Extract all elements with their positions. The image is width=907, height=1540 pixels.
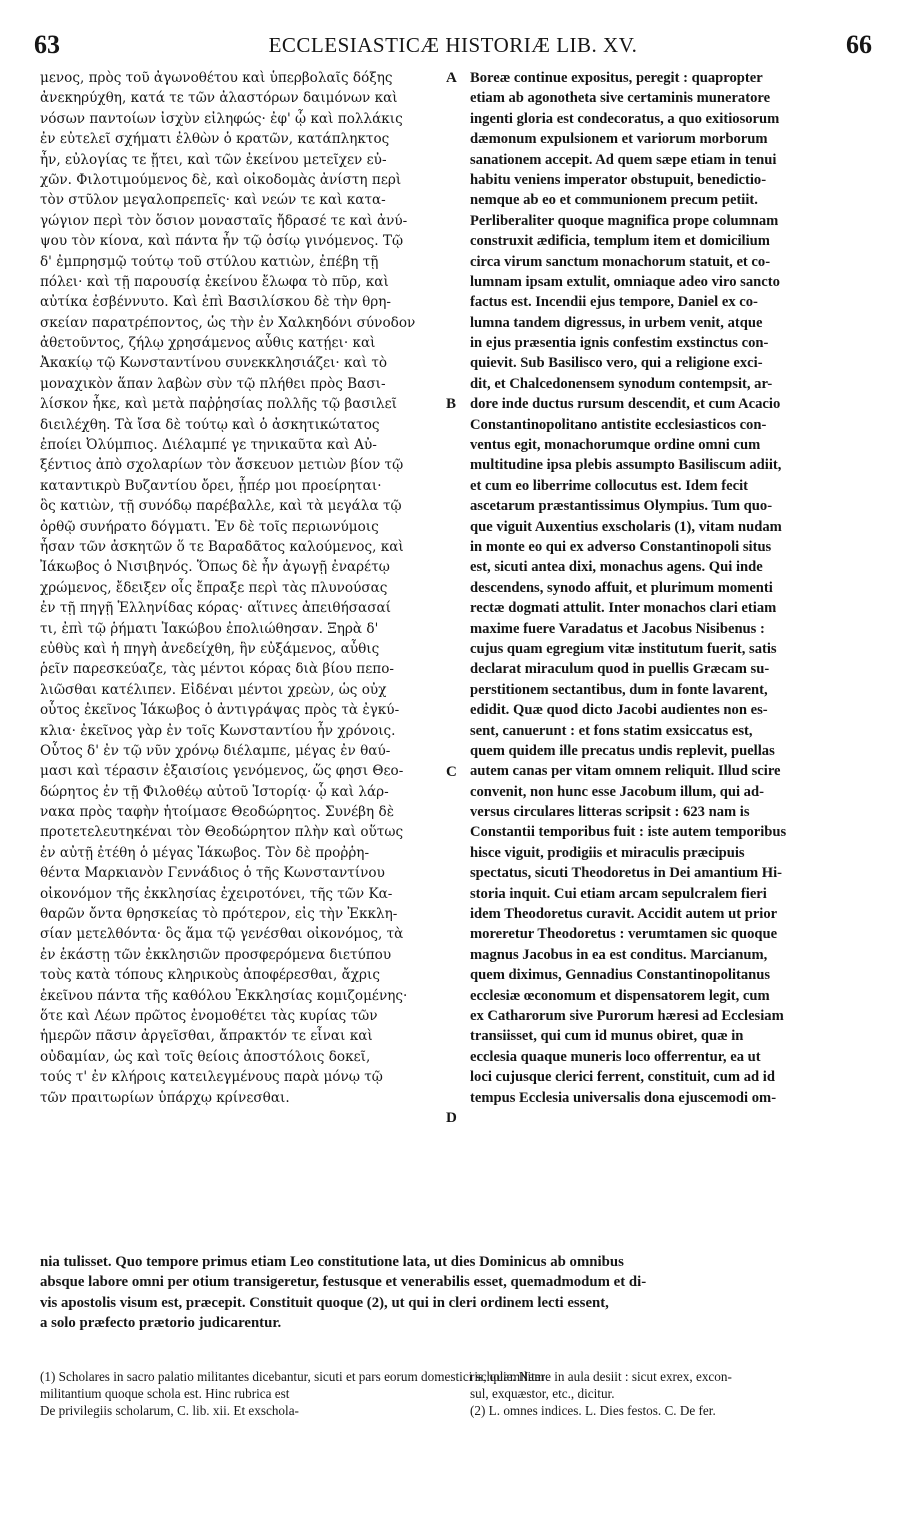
latin-text-line: ecclesia quaque muneris loco offerrentur, ea ut [470, 1048, 761, 1065]
greek-text-line: ἀνεκηρύχθη, κατά τε τῶν ἀλαστόρων δαιμόνων καὶ [40, 90, 398, 107]
greek-text-line: καταντικρὺ Βυζαντίου ὄρει, ᾗπέρ μοι προείρηται· [40, 477, 382, 494]
latin-continuation [40, 1252, 872, 1334]
greek-text-line: ἐν ἑκάστῃ τῶν ἐκκλησιῶν προσφερόμενα διετύπου [40, 946, 392, 963]
greek-text-line: Ἀκακίῳ τῷ Κωνσταντίνου συνεκκλησιάζει· καὶ τὸ [40, 355, 388, 372]
page-number-left: 63 [34, 30, 60, 59]
greek-text-line: ὃς κατιὼν, τῇ συνόδῳ παρέβαλλε, καὶ τὰ μεγάλα τῷ [40, 498, 402, 515]
latin-text-line: Constantii temporibus fuit : iste autem temporibus [470, 824, 787, 841]
greek-text-line: ὅτε καὶ Λέων πρῶτος ἐνομοθέτει τὰς κυρίας τῶν [40, 1007, 378, 1024]
greek-text-line: ἦν, εὐλογίας τε ᾔτει, καὶ τῶν ἐκείνου μετεῖχεν εὐ- [40, 151, 387, 168]
latin-text-line: quem quidem ille precatus undis replevit, puellas [470, 742, 775, 759]
footnote-line: militantium quoque schola est. Hinc rubrica est [40, 1386, 290, 1401]
latin-text-line: magnus Jacobus in ea est conditus. Marcianum, [470, 946, 768, 963]
latin-text-line: nemque ab eo et communionem precum petiit. [470, 192, 758, 209]
greek-text-line: θέντα Μαρκιανὸν Γεννάδιος ὁ τῆς Κωνσταντίνου [40, 865, 385, 882]
continuation-text-line: vis apostolis visum est, præcepit. Constituit quoque (2), ut qui in cleri ordinem lecti essent, [40, 1294, 609, 1311]
latin-column [470, 68, 872, 1108]
greek-text-line: τι, ἐπὶ τῷ ῥήματι Ἰακώβου ἐπολιώθησαν. Ξηρὰ δ' [40, 620, 379, 637]
latin-text-line: que viguit Auxentius exscholaris (1), vitam nudam [470, 518, 782, 535]
greek-text-line: εὐθὺς καὶ ἡ πηγὴ ἀνεδείχθη, ἣν εὐξάμενος, αὖθις [40, 640, 380, 657]
latin-text-line: Constantinopolitano antistite ecclesiasticos con- [470, 416, 767, 433]
greek-text-line: αὐτίκα ἐσβέννυτο. Καὶ ἐπὶ Βασιλίσκου δὲ τὴν θρη- [40, 294, 392, 311]
latin-text-line: spectatus, sicuti Theodoretus in Dei amantium Hi- [470, 865, 783, 882]
latin-text-line: factus est. Incendii ejus tempore, Daniel ex co- [470, 294, 758, 311]
latin-text-line: et cum eo liberrime collocutus est. Idem fecit [470, 477, 749, 494]
latin-text-line: etiam ab agonotheta sive certaminis muneratore [470, 90, 771, 107]
margin-markers [446, 68, 462, 1268]
greek-text-line: σίαν μετελθόντα· ὃς ἅμα τῷ γενέσθαι οἰκονόμος, τὰ [40, 926, 404, 943]
greek-text-line: προτετελευτηκέναι τὸν Θεοδώρητον πλὴν καὶ οὕτως [40, 824, 404, 841]
latin-text-line: sanationem accepit. Ad quem sæpe etiam in tenui [470, 151, 777, 168]
greek-text-line: ἀθετοῦντος, ζήλῳ χρησάμενος αὖθις κατῄει· καὶ [40, 335, 376, 352]
latin-text-line: ecclesiæ œconomum et dispensatorem legit, cum [470, 987, 770, 1004]
greek-text-line: οἰκονόμον τῆς ἐκκλησίας ἐχειροτόνει, τῆς τῶν Κα- [40, 885, 393, 902]
latin-text-line: versus circulares litteras scripsit : 623 nam is [470, 804, 750, 821]
greek-text-line: νόσων παντοίων ἰσχὺν εἰληφώς· ἐφ' ᾧ καὶ πολλάκις [40, 110, 403, 127]
greek-text-line: ἐν αὐτῇ ἐτέθη ὁ μέγας Ἰάκωβος. Τὸν δὲ προῤῥη- [40, 844, 370, 861]
greek-text-line: δώρητος ἐν τῇ Φιλοθέῳ αὐτοῦ Ἱστορίᾳ· ᾧ καὶ λάρ- [40, 783, 389, 800]
greek-text-line: ψου τὸν κίονα, καὶ πάντα ἦν τῷ ὁσίῳ γινόμενος. Τῷ [40, 233, 404, 250]
latin-text-line: declarat miraculum quod in puellis Græcam su- [470, 661, 770, 678]
greek-text-line: ἦσαν τῶν ἀσκητῶν ὅ τε Βαραδᾶτος καλούμενος, καὶ [40, 538, 404, 555]
greek-text-line: μασι καὶ τέρασιν ἐξαισίοις γενόμενος, ὥς φησι Θεο- [40, 763, 404, 780]
latin-text-line: lumna tandem digressus, in urbem venit, atque [470, 314, 763, 331]
latin-text-line: dore inde ductus rursum descendit, et cum Acacio [470, 396, 781, 413]
latin-text-line: construxit ædificia, templum item et domicilium [470, 233, 770, 250]
greek-text-line: σκείαν παρατρέποντος, ὡς τὴν ἐν Χαλκηδόνι σύνοδον [40, 314, 416, 331]
latin-text-line: sent, canuerunt : et fons statim exsiccatus est, [470, 722, 753, 739]
latin-text-line: tempus Ecclesia universalis dona ejuscemodi om- [470, 1089, 777, 1106]
greek-text-line: τοὺς κατὰ τόπους κληρικοὺς ἀποφέρεσθαι, ἄχρις [40, 967, 380, 984]
latin-text-line: in ejus præsentia ignis confestim exstinctus con- [470, 335, 769, 352]
running-title: ECCLESIASTICÆ HISTORIÆ LIB. XV. [268, 33, 638, 57]
greek-text-line: τὸν στῦλον μεγαλοπρεπεῖς· καὶ νεών τε καὶ κατα- [40, 192, 386, 209]
latin-text-line: edidit. Quæ quod dicto Jacobi audientes non es- [470, 702, 768, 719]
latin-text-line: moreretur Theodoretus : verumtamen sic quoque [470, 926, 778, 943]
latin-text-line: transiisset, qui cum id munus obiret, quæ in [470, 1028, 744, 1045]
latin-text-line: ventus egit, monachorumque ordine omni cum [470, 437, 761, 454]
greek-column [40, 68, 440, 1108]
latin-text-line: in monte eo qui ex adverso Constantinopoli situs [470, 538, 772, 555]
section-marker: A [446, 70, 457, 86]
latin-text-line: hisce viguit, prodigiis et miraculis præcipuis [470, 844, 745, 861]
latin-text-line: habitu veniens imperator obstupuit, benedictio- [470, 171, 767, 188]
footnote-line: ris, qui militare in aula desiit : sicut exrex, excon- [470, 1369, 732, 1384]
footnote-line: sul, exquæstor, etc., dicitur. [470, 1386, 615, 1401]
greek-text-line: ἐκεῖνου πάντα τῆς καθόλου Ἐκκλησίας κομιζομένης· [40, 987, 408, 1004]
latin-text-line: circa virum sanctum monachorum statuit, et co- [470, 253, 771, 270]
latin-text-line: loci cujusque clerici ferrent, constituit, cum ad id [470, 1069, 775, 1086]
footnote-line: De privilegiis scholarum, C. lib. xii. Et exschola- [40, 1403, 299, 1418]
latin-text-line: autem canas per vitam omnem reliquit. Illud scire [470, 763, 781, 780]
greek-text-line: ῥεῖν παρεσκεύαζε, τὰς μέντοι κόρας διὰ βίου πεπο- [40, 661, 394, 678]
greek-text-line: πόλει· καὶ τῇ παρουσίᾳ ἐκείνου ἔλωφα τὸ πῦρ, καὶ [40, 273, 389, 290]
latin-text-line: est, sicuti antea dixi, monachus agens. Qui inde [470, 559, 763, 576]
footnote-line: (1) Scholares in sacro palatio militantes dicebantur, sicuti et pars eorum domestici scholæ. Nam [40, 1369, 545, 1384]
greek-text-line: ἐν τῇ πηγῇ Ἑλληνίδας κόρας· αἵτινες ἀπειθήσασαί [40, 600, 392, 617]
section-marker: C [446, 763, 457, 780]
latin-text-line: storia inquit. Cui etiam arcam sepulcralem fieri [470, 885, 767, 902]
latin-text-line: maxime fuere Varadatus et Jacobus Nisibenus : [470, 620, 765, 637]
greek-text-line: μενος, πρὸς τοῦ ἀγωνοθέτου καὶ ὑπερβολαῖς δόξης [40, 70, 393, 86]
greek-text-line: Οὗτος δ' ἐν τῷ νῦν χρόνῳ διέλαμπε, μέγας ἐν θαύ- [40, 742, 391, 759]
greek-text-line: δ' ἐμπρησμῷ τούτῳ τοῦ στύλου κατιὼν, ἐπέβη τῇ [40, 253, 379, 270]
latin-text-line: convenit, non hunc esse Jacobum illum, qui ad- [470, 783, 764, 800]
greek-text-line: ἐποίει Ὀλύμπιος. Διέλαμπέ γε τηνικαῦτα καὶ Αὐ- [40, 437, 377, 454]
page-number-right: 66 [846, 30, 872, 59]
continuation-text-line: nia tulisset. Quo tempore primus etiam Leo constitutione lata, ut dies Dominicus ab omnibus [40, 1254, 624, 1270]
greek-text-line: κλια· ἐκεῖνος γὰρ ἐν τοῖς Κωνσταντίου ἦν χρόνοις. [40, 722, 396, 739]
section-marker: B [446, 396, 457, 413]
greek-text-line: νακα πρὸς ταφὴν ἡτοίμασε Θεοδώρητος. Συνέβη δὲ [40, 804, 394, 821]
greek-text-line: χῶν. Φιλοτιμούμενος δὲ, καὶ οἰκοδομὰς ἀνίστη περὶ [40, 171, 402, 188]
latin-text-line: ingenti gloria est condecoratus, a quo exitiosorum [470, 110, 780, 127]
greek-text-line: χρώμενος, ἔδειξεν οἷς ἔπραξε περὶ τὰς πλυνούσας [40, 579, 388, 596]
page-header [34, 30, 872, 60]
latin-text-line: multitudine ipsa plebis assumpto Basiliscum adiit, [470, 457, 782, 474]
latin-text-line: rectæ dogmati attulit. Inter monachos clari etiam [470, 600, 777, 617]
greek-text-line: λιῶσθαι κατέλιπεν. Εἰδέναι μέντοι χρεὼν, ὡς οὐχ [40, 681, 387, 698]
latin-text-line: ascetarum præstantissimus Olympius. Tum quo- [470, 498, 773, 515]
greek-text-line: θαρῶν ὄντα θρησκείας τὸ πρότερον, εἰς τὴν Ἐκκλη- [40, 906, 398, 923]
latin-text-line: Boreæ continue expositus, peregit : quapropter [470, 70, 763, 86]
latin-text-line: idem Theodoretus curavit. Accidit autem ut prior [470, 906, 778, 923]
greek-text-line: Ἰάκωβος ὁ Νισιβηνός. Ὅπως δὲ ἦν ἀγωγῇ ἐναρέτῳ [40, 559, 390, 576]
greek-text-line: ξέντιος ἀπὸ σχολαρίων τὸν ἄσκευον μετιὼν βίον τῷ [40, 457, 404, 474]
greek-text-line: οὗτος ἐκεῖνος Ἰάκωβος ὁ ἀντιγράψας πρὸς τὰ ἐγκύ- [40, 702, 400, 719]
latin-text-line: quem diximus, Gennadius Constantinopolitanus [470, 967, 771, 984]
continuation-text-line: a solo præfecto prætorio judicarentur. [40, 1315, 282, 1332]
greek-text-line: διειλέχθη. Τὰ ἴσα δὲ τούτῳ καὶ ὁ ἀσκητικώτατος [40, 416, 380, 433]
greek-text-line: ἐν εὐτελεῖ σχήματι ἐλθὼν ὁ κρατῶν, κατάπληκτος [40, 131, 390, 148]
greek-text-line: ἡμερῶν πᾶσιν ἀργεῖσθαι, ἄπρακτόν τε εἶναι καὶ [40, 1028, 373, 1045]
greek-text-line: τῶν πραιτωρίων ὑπάρχῳ κρίνεσθαι. [40, 1089, 290, 1106]
section-marker: D [446, 1110, 457, 1127]
footnotes-right [470, 1368, 872, 1419]
latin-text-line: descendens, synodo affuit, et plurimum momenti [470, 579, 773, 596]
greek-text-line: ὀρθῷ συνήρατο δόγματι. Ἐν δὲ τοῖς περιωνύμοις [40, 518, 379, 535]
greek-text-line: γώγιον περὶ τὸν ὅσιον μονασταῖς ἤδρασέ τε καὶ ἀνύ- [40, 212, 408, 229]
latin-text-line: dæmonum expulsionem et variorum morborum [470, 131, 768, 148]
latin-text-line: cujus quam egregium vitæ institutum fuerit, satis [470, 640, 777, 657]
latin-text-line: ex Catharorum sive Purorum hæresi ad Ecclesiam [470, 1007, 784, 1024]
greek-text-line: μοναχικὸν ἅπαν λαβὼν σὺν τῷ πλήθει πρὸς Βασι- [40, 375, 386, 392]
greek-text-line: λίσκον ἧκε, καὶ μετὰ παῤῥησίας πολλῆς τῷ βασιλεῖ [40, 396, 397, 413]
footnote-line: (2) L. omnes indices. L. Dies festos. C. De fer. [470, 1403, 716, 1418]
continuation-text-line: absque labore omni per otium transigeretur, festusque et venerabilis esset, quemadmodum et di- [40, 1274, 647, 1291]
greek-text-line: οὐδαμίαν, ὡς καὶ τοῖς θείοις ἀποστόλοις δοκεῖ, [40, 1048, 371, 1065]
latin-text-line: Perliberaliter quoque magnifica prope columnam [470, 212, 779, 229]
latin-text-line: lumnam ipsam extulit, omniaque adeo viro sancto [470, 273, 780, 290]
latin-text-line: perstitionem sectantibus, dum in fonte lavarent, [470, 681, 768, 698]
latin-text-line: dit, et Chalcedonensem synodum contempsit, ar- [470, 375, 773, 392]
latin-text-line: quievit. Sub Basilisco vero, qui a religione exci- [470, 355, 763, 372]
greek-text-line: τούς τ' ἐν κλήροις κατειλεγμένους παρὰ μόνῳ τῷ [40, 1069, 383, 1086]
